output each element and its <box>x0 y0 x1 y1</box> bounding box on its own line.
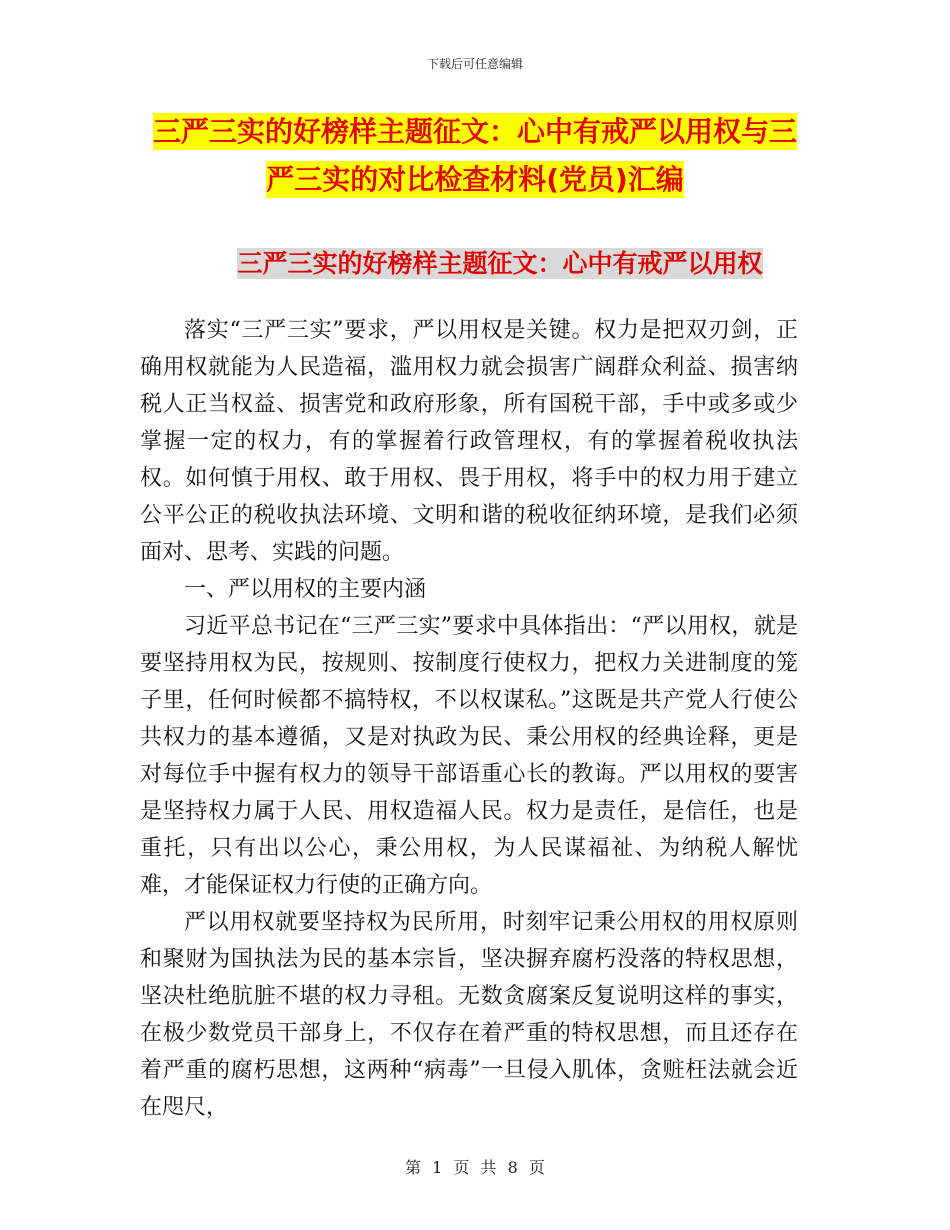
header-note: 下载后可任意编辑 <box>426 57 523 71</box>
title-line-1: 三严三实的好榜样主题征文：心中有戒严以用权与三 <box>152 115 797 148</box>
paragraph: 严以用权就要坚持权为民所用，时刻牢记秉公用权的用权原则和聚财为国执法为民的基本宗旨，坚决摒弃腐朽没落的特权思想，坚决杜绝肮脏不堪的权力寻租。无数贪腐案反复说明这样的事实，在极少数党员干部身上，不仅存在着严重的特权思想，而且还存在着严重的腐朽思想，这两种“病毒”一旦侵入肌体，贪赃枉法就会近在咫尺， <box>140 910 798 1120</box>
subtitle-text: 三严三实的好榜样主题征文：心中有戒严以用权 <box>237 249 763 278</box>
title-line-2: 严三实的对比检查材料(党员)汇编 <box>266 163 684 196</box>
section-heading: 一、严以用权的主要内涵 <box>184 577 427 602</box>
paragraph: 习近平总书记在“三严三实”要求中具体指出：“严以用权，就是要坚持用权为民，按规则、按制度行使权力，把权力关进制度的笼子里，任何时候都不搞特权，不以权谋私。”这既是共产党人行使公共权力的基本遵循，又是对执政为民、秉公用权的经典诠释，更是对每位手中握有权力的领导干部语重心长的教诲。严以用权的要害是坚持权力属于人民、用权造福人民。权力是责任，是信任，也是重托，只有出以公心，秉公用权，为人民谋福祉、为纳税人解忧难，才能保证权力行使的正确方向。 <box>140 614 798 898</box>
section-subtitle <box>0 244 950 284</box>
page-footer: 第 1 页 共 8 页 <box>405 1158 545 1177</box>
document-title <box>150 108 800 204</box>
paragraph: 落实“三严三实”要求，严以用权是关键。权力是把双刃剑，正确用权就能为人民造福，滥用权力就会损害广阔群众利益、损害纳税人正当权益、损害党和政府形象，所有国税干部，手中或多或少掌握一定的权力，有的掌握着行政管理权，有的掌握着税收执法权。如何慎于用权、敢于用权、畏于用权，将手中的权力用于建立公平公正的税收执法环境、文明和谐的税收征纳环境，是我们必须面对、思考、实践的问题。 <box>140 318 798 565</box>
body-text <box>140 312 798 1126</box>
